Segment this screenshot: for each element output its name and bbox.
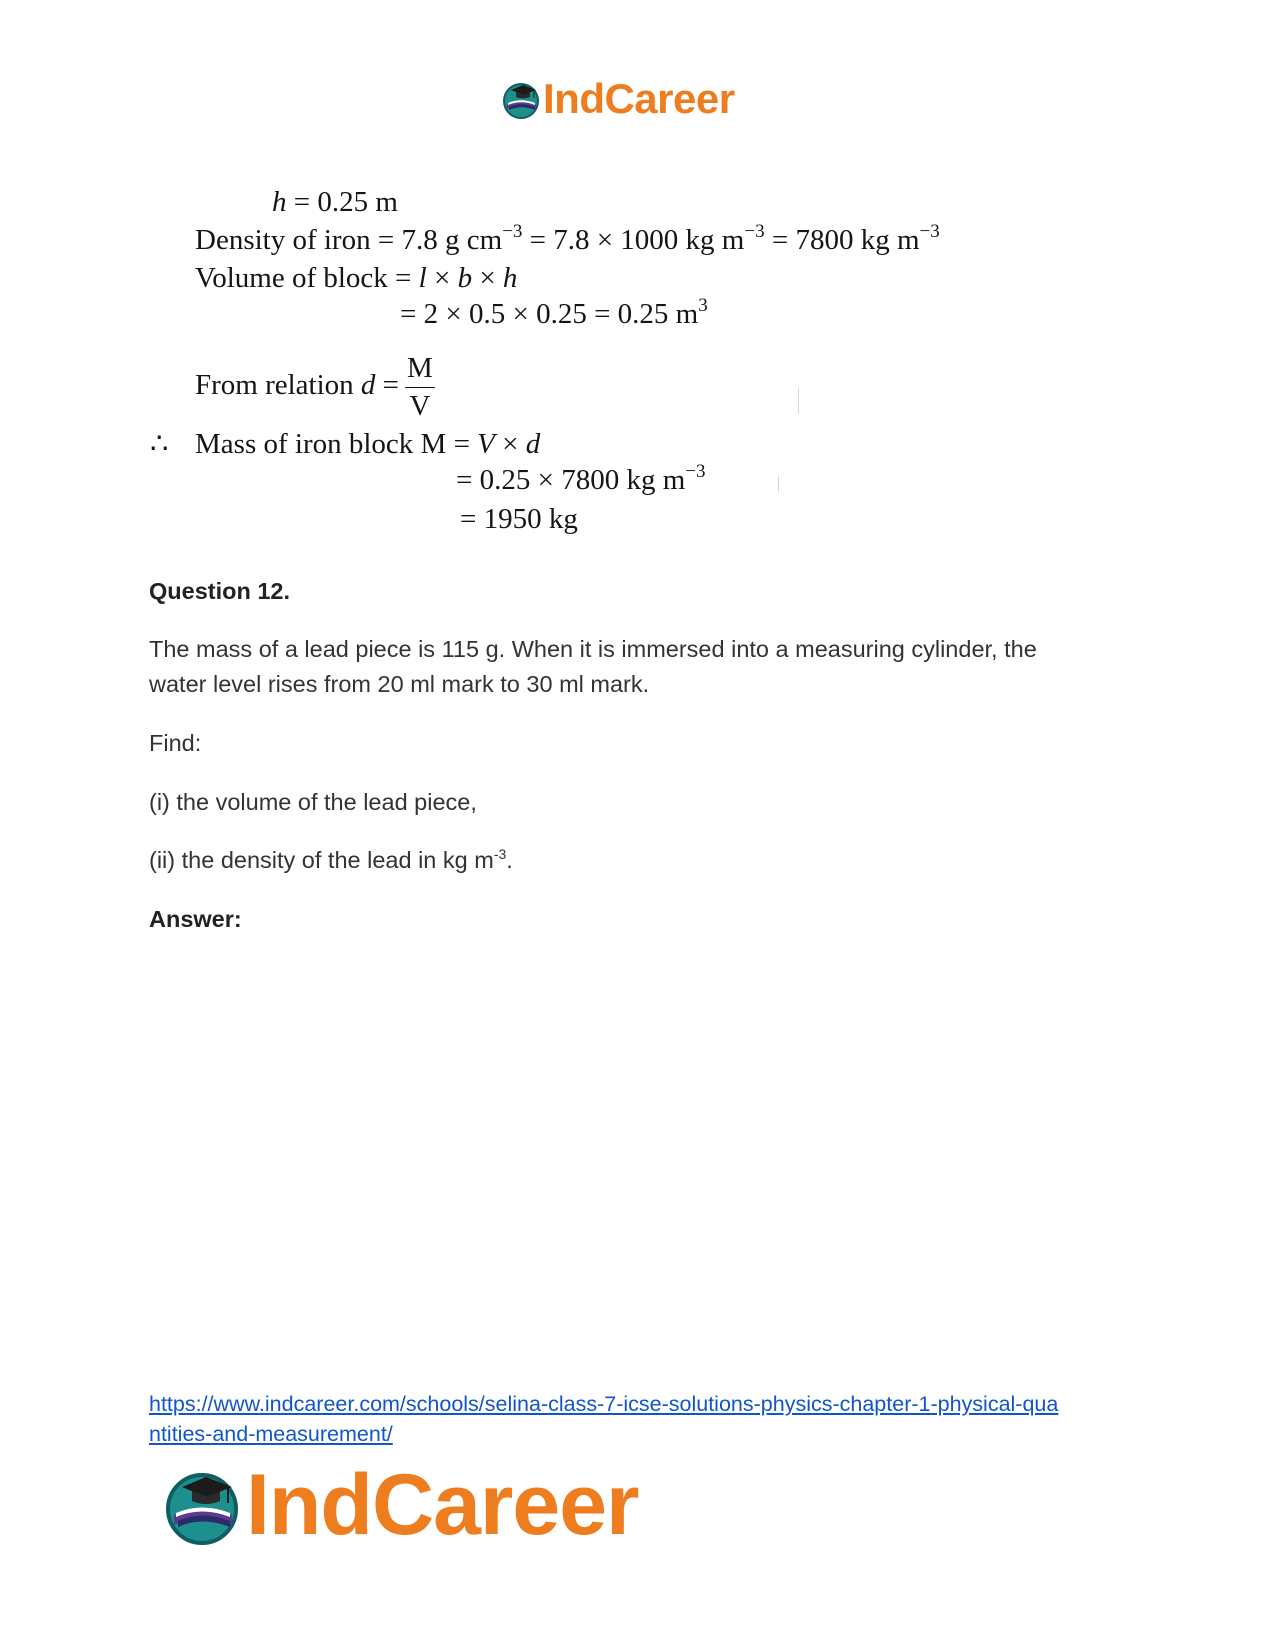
part-ii-period: . (506, 847, 513, 873)
source-url-link[interactable] (149, 1389, 1129, 1449)
question-heading: Question 12. (149, 578, 291, 604)
math-line-relation (195, 354, 435, 421)
question-part-i: (i) the volume of the lead piece, (149, 789, 477, 815)
var-v: V (477, 428, 495, 460)
fraction-m-over-v (405, 354, 435, 421)
var-d: d (525, 428, 541, 460)
equals-sign: = (375, 369, 400, 402)
find-label: Find: (149, 730, 202, 756)
question-part-ii (149, 843, 513, 878)
var-d: d (360, 369, 376, 402)
header-logo (500, 75, 735, 122)
mass-calculation: = 0.25 × 7800 kg m (456, 464, 686, 496)
density-part-2: = 7.8 × 1000 kg m (522, 224, 745, 256)
scan-artifact (778, 476, 779, 492)
logo-wordmark: IndCareer (246, 1457, 639, 1553)
density-exponent-2: −3 (744, 221, 765, 242)
times-sign: × (494, 428, 526, 460)
math-line-density (195, 221, 940, 256)
mass-label: Mass of iron block M = (195, 428, 478, 460)
fraction-numerator: M (405, 354, 435, 388)
volume-exponent: 3 (698, 295, 708, 316)
var-h: h (502, 262, 518, 294)
footer-logo (160, 1457, 639, 1553)
volume-label: Volume of block = (195, 262, 419, 294)
source-url-line-1[interactable]: https://www.indcareer.com/schools/selina-class-7-icse-solutions-physics-chapter-1-physical-qua (149, 1392, 1059, 1416)
math-line-volume (195, 264, 517, 293)
var-l: l (418, 262, 427, 294)
math-line-volume-value (400, 295, 708, 330)
logo-wordmark: IndCareer (543, 75, 735, 122)
mass-exponent: −3 (685, 461, 706, 482)
part-ii-text: (ii) the density of the lead in kg m (149, 847, 494, 873)
math-line-mass (195, 430, 540, 459)
times-sign: × (426, 262, 458, 294)
var-h: h (272, 186, 287, 218)
density-part-1: Density of iron = 7.8 g cm (195, 224, 503, 256)
math-line-mass-calc (456, 461, 706, 496)
therefore-symbol: ∴ (150, 428, 169, 460)
height-value: = 0.25 m (286, 186, 398, 218)
question-text-line-2: water level rises from 20 ml mark to 30 ml mark. (149, 671, 650, 697)
times-sign: × (472, 262, 503, 294)
mass-result: = 1950 kg (460, 503, 578, 535)
density-exponent-1: −3 (502, 221, 523, 242)
math-line-mass-result (460, 505, 578, 534)
question-text-line-1: The mass of a lead piece is 115 g. When it is immersed into a measuring cylinder, the (149, 636, 1037, 662)
graduation-cap-book-globe-icon (500, 78, 542, 120)
answer-label: Answer: (149, 906, 242, 932)
relation-label: From relation (195, 369, 361, 402)
graduation-cap-book-globe-icon (160, 1463, 244, 1547)
volume-value: = 2 × 0.5 × 0.25 = 0.25 m (400, 298, 699, 330)
density-part-3: = 7800 kg m (764, 224, 920, 256)
density-exponent-3: −3 (919, 221, 940, 242)
part-ii-exponent: -3 (493, 846, 507, 862)
fraction-denominator: V (409, 390, 431, 422)
math-line-height (272, 188, 398, 217)
source-url-line-2[interactable]: ntities-and-measurement/ (149, 1422, 393, 1446)
var-b: b (457, 262, 473, 294)
scan-artifact (798, 388, 799, 414)
